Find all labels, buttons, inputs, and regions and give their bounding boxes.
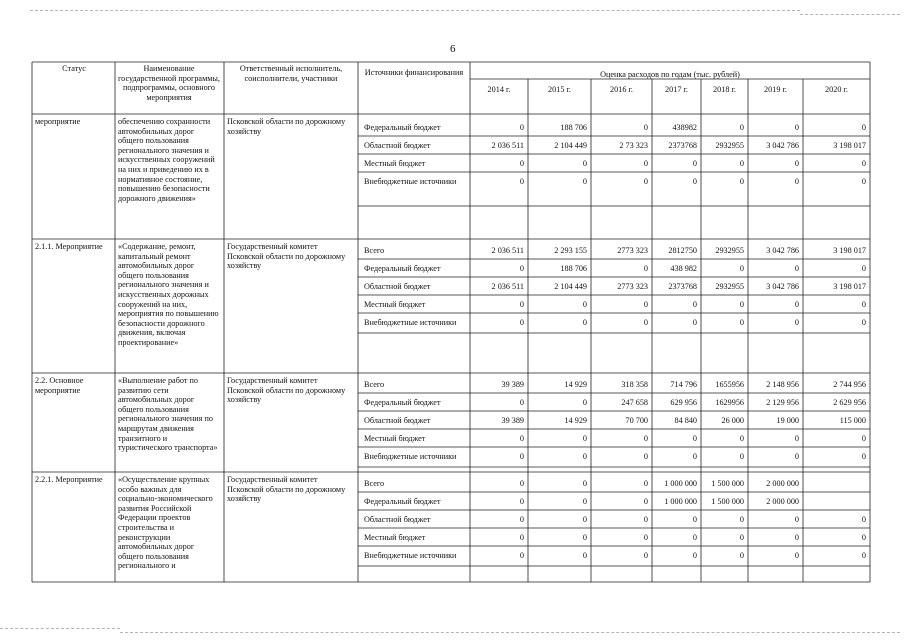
value-cell: 0 (861, 159, 866, 168)
value-cell: 0 (519, 398, 524, 407)
value-cell: 318 358 (621, 380, 648, 389)
value-cell: 0 (643, 264, 648, 273)
row-name: «Выполнение работ по развитию сети автомобильных дорог общего пользования регионального значения по маршрутам движения транзитного и туристического транспорта» (118, 376, 218, 453)
value-cell: 188 706 (560, 264, 587, 273)
year-header: 2018 г. (713, 85, 736, 94)
value-cell: 714 796 (670, 380, 697, 389)
value-cell: 0 (643, 434, 648, 443)
value-cell: 2 000 000 (766, 497, 799, 506)
value-cell: 0 (643, 533, 648, 542)
value-cell: 0 (794, 452, 799, 461)
value-cell: 2 036 511 (491, 141, 524, 150)
value-cell: 0 (582, 318, 587, 327)
source-label: Местный бюджет (364, 533, 426, 542)
value-cell: 0 (519, 533, 524, 542)
value-cell: 438982 (672, 123, 697, 132)
value-cell: 0 (861, 123, 866, 132)
source-label: Внебюджетные источники (364, 318, 457, 327)
value-cell: 0 (519, 318, 524, 327)
value-cell: 0 (519, 497, 524, 506)
header-name: Наименование государственной программы, подпрограммы, основного мероприятия (118, 64, 220, 102)
source-label: Внебюджетные источники (364, 551, 457, 560)
value-cell: 0 (643, 515, 648, 524)
source-label: Внебюджетные источники (364, 177, 457, 186)
value-cell: 2 036 511 (491, 246, 524, 255)
source-label: Внебюджетные источники (364, 452, 457, 461)
value-cell: 247 658 (621, 398, 648, 407)
value-cell: 0 (739, 123, 744, 132)
value-cell: 0 (739, 551, 744, 560)
row-status: 2.2.1. Мероприятие (35, 475, 103, 484)
value-cell: 0 (582, 515, 587, 524)
value-cell: 0 (643, 159, 648, 168)
value-cell: 2373768 (668, 282, 697, 291)
value-cell: 2773 323 (617, 282, 648, 291)
value-cell: 0 (582, 177, 587, 186)
value-cell: 0 (861, 264, 866, 273)
source-label: Областной бюджет (364, 416, 431, 425)
value-cell: 0 (739, 452, 744, 461)
value-cell: 0 (582, 479, 587, 488)
source-label: Областной бюджет (364, 515, 431, 524)
value-cell: 3 042 786 (766, 246, 799, 255)
value-cell: 188 706 (560, 123, 587, 132)
value-cell: 0 (582, 551, 587, 560)
value-cell: 0 (582, 533, 587, 542)
value-cell: 0 (519, 177, 524, 186)
row-executor: Псковской области по дорожному хозяйству (227, 117, 346, 136)
value-cell: 0 (739, 159, 744, 168)
value-cell: 0 (692, 177, 697, 186)
value-cell: 2 148 956 (766, 380, 799, 389)
value-cell: 0 (519, 479, 524, 488)
row-status: 2.2. Основное мероприятие (35, 376, 84, 395)
value-cell: 2 000 000 (766, 479, 799, 488)
value-cell: 0 (519, 452, 524, 461)
value-cell: 3 198 017 (833, 141, 866, 150)
value-cell: 115 000 (839, 416, 866, 425)
value-cell: 0 (519, 551, 524, 560)
value-cell: 0 (643, 479, 648, 488)
value-cell: 1 500 000 (711, 479, 744, 488)
value-cell: 438 982 (670, 264, 697, 273)
year-header: 2016 г. (610, 85, 633, 94)
value-cell: 0 (643, 300, 648, 309)
value-cell: 2 036 511 (491, 282, 524, 291)
value-cell: 0 (794, 434, 799, 443)
value-cell: 84 840 (674, 416, 697, 425)
value-cell: 0 (861, 300, 866, 309)
value-cell: 0 (692, 533, 697, 542)
value-cell: 0 (739, 264, 744, 273)
value-cell: 0 (794, 159, 799, 168)
page-number: 6 (450, 43, 456, 55)
value-cell: 0 (861, 177, 866, 186)
value-cell: 2 744 956 (833, 380, 866, 389)
row-executor: Государственный комитет Псковской области по дорожному хозяйству (227, 242, 346, 271)
row-name: «Содержание, ремонт, капитальный ремонт автомобильных дорог общего пользования регионального значения и искусственных дорожных сооружений на них, мероприятия по повышению безопасности дорожного движения, включая проектирование» (118, 242, 219, 347)
row-executor: Государственный комитет Псковской области по дорожному хозяйству (227, 475, 346, 504)
value-cell: 0 (794, 123, 799, 132)
value-cell: 0 (861, 434, 866, 443)
value-cell: 0 (582, 159, 587, 168)
value-cell: 14 929 (564, 380, 587, 389)
source-label: Областной бюджет (364, 141, 431, 150)
value-cell: 0 (794, 264, 799, 273)
value-cell: 26 000 (721, 416, 744, 425)
value-cell: 629 956 (670, 398, 697, 407)
value-cell: 39 389 (501, 416, 524, 425)
value-cell: 0 (643, 123, 648, 132)
row-executor: Государственный комитет Псковской области по дорожному хозяйству (227, 376, 346, 405)
value-cell: 0 (519, 123, 524, 132)
header-status: Статус (62, 64, 86, 73)
value-cell: 0 (861, 551, 866, 560)
value-cell: 0 (794, 318, 799, 327)
value-cell: 0 (643, 318, 648, 327)
value-cell: 0 (861, 318, 866, 327)
value-cell: 0 (692, 551, 697, 560)
value-cell: 2 73 323 (619, 141, 648, 150)
value-cell: 0 (643, 177, 648, 186)
value-cell: 0 (739, 434, 744, 443)
row-status: мероприятие (35, 117, 81, 126)
value-cell: 39 389 (501, 380, 524, 389)
value-cell: 0 (519, 300, 524, 309)
source-label: Федеральный бюджет (364, 497, 441, 506)
value-cell: 1655956 (715, 380, 744, 389)
value-cell: 0 (582, 497, 587, 506)
value-cell: 0 (582, 452, 587, 461)
source-label: Всего (364, 380, 385, 389)
year-header: 2017 г. (665, 85, 688, 94)
value-cell: 2 629 956 (833, 398, 866, 407)
year-header: 2020 г. (825, 85, 848, 94)
value-cell: 0 (794, 533, 799, 542)
source-label: Местный бюджет (364, 434, 426, 443)
value-cell: 0 (739, 300, 744, 309)
value-cell: 0 (692, 515, 697, 524)
value-cell: 0 (692, 159, 697, 168)
value-cell: 70 700 (625, 416, 648, 425)
value-cell: 0 (582, 398, 587, 407)
source-label: Федеральный бюджет (364, 398, 441, 407)
row-status: 2.1.1. Мероприятие (35, 242, 103, 251)
value-cell: 2773 323 (617, 246, 648, 255)
value-cell: 1629956 (715, 398, 744, 407)
value-cell: 0 (794, 551, 799, 560)
value-cell: 2812750 (668, 246, 697, 255)
value-cell: 2932955 (715, 141, 744, 150)
value-cell: 0 (861, 533, 866, 542)
source-label: Местный бюджет (364, 159, 426, 168)
value-cell: 14 929 (564, 416, 587, 425)
value-cell: 1 500 000 (711, 497, 744, 506)
value-cell: 0 (739, 533, 744, 542)
year-header: 2015 г. (548, 85, 571, 94)
value-cell: 2932955 (715, 282, 744, 291)
value-cell: 0 (519, 159, 524, 168)
value-cell: 0 (643, 452, 648, 461)
value-cell: 0 (739, 318, 744, 327)
value-cell: 3 042 786 (766, 141, 799, 150)
value-cell: 0 (582, 300, 587, 309)
value-cell: 3 042 786 (766, 282, 799, 291)
value-cell: 0 (794, 177, 799, 186)
value-cell: 3 198 017 (833, 246, 866, 255)
value-cell: 0 (739, 515, 744, 524)
row-name: «Осуществление крупных особо важных для социально-экономического развития Российской Федерации проектов строительства и реконструкции автомобильных дорог общего пользования регионального и (118, 475, 213, 571)
year-header: 2014 г. (487, 85, 511, 94)
header-executor: Ответственный исполнитель, соисполнители, участники (239, 64, 343, 83)
year-header: 2019 г. (764, 85, 787, 94)
value-cell: 0 (643, 551, 648, 560)
value-cell: 0 (692, 452, 697, 461)
value-cell: 0 (692, 434, 697, 443)
source-label: Федеральный бюджет (364, 123, 441, 132)
value-cell: 0 (643, 497, 648, 506)
value-cell: 1 000 000 (664, 497, 697, 506)
row-name: обеспечению сохранности автомобильных дорог общего пользования регионального значения и искусственных сооружений на них и приведению их в нормативное состояние, повышению безопасности дорожного движения» (118, 117, 215, 203)
value-cell: 1 000 000 (664, 479, 697, 488)
value-cell: 0 (582, 434, 587, 443)
source-label: Местный бюджет (364, 300, 426, 309)
value-cell: 0 (794, 515, 799, 524)
header-estimate: Оценка расходов по годам (тыс. рублей) (600, 70, 740, 79)
value-cell: 2 129 956 (766, 398, 799, 407)
value-cell: 0 (519, 515, 524, 524)
value-cell: 2 104 449 (554, 282, 587, 291)
value-cell: 2932955 (715, 246, 744, 255)
value-cell: 2 293 155 (554, 246, 587, 255)
value-cell: 0 (519, 434, 524, 443)
value-cell: 2 104 449 (554, 141, 587, 150)
source-label: Областной бюджет (364, 282, 431, 291)
value-cell: 0 (692, 318, 697, 327)
value-cell: 3 198 017 (833, 282, 866, 291)
source-label: Федеральный бюджет (364, 264, 441, 273)
source-label: Всего (364, 246, 385, 255)
value-cell: 19 000 (776, 416, 799, 425)
value-cell: 0 (739, 177, 744, 186)
value-cell: 0 (861, 452, 866, 461)
value-cell: 2373768 (668, 141, 697, 150)
value-cell: 0 (519, 264, 524, 273)
header-sources: Источники финансирования (364, 68, 464, 77)
value-cell: 0 (794, 300, 799, 309)
value-cell: 0 (861, 515, 866, 524)
value-cell: 0 (692, 300, 697, 309)
source-label: Всего (364, 479, 385, 488)
